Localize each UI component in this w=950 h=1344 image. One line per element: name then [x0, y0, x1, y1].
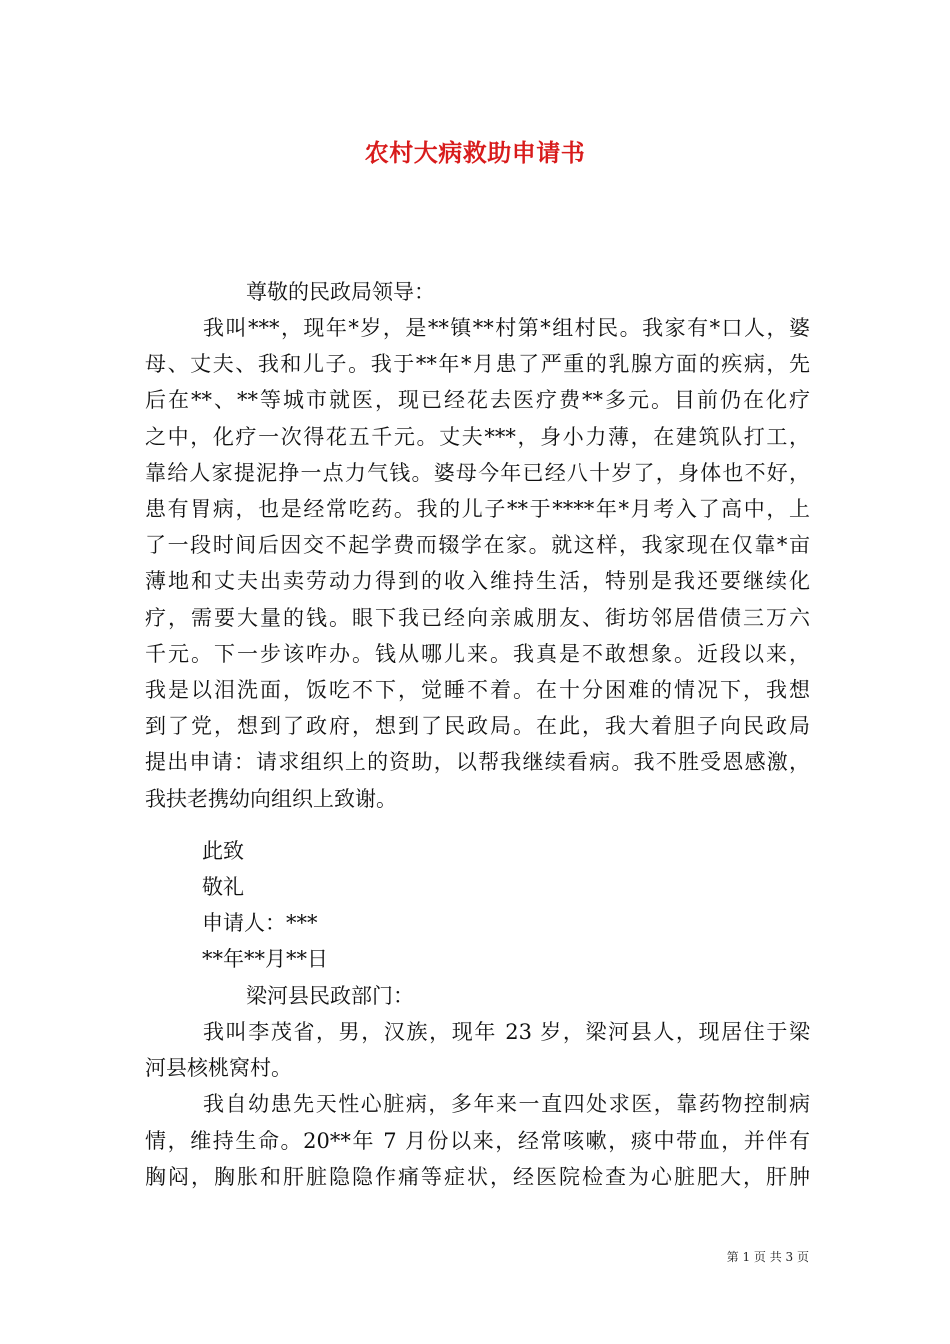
body-line: 我叫***，现年*岁，是**镇**村第*组村民。我家有*口人，婆: [203, 316, 810, 340]
body-line: 情，维持生命。20**年 7 月份以来，经常咳嗽，痰中带血，并伴有: [145, 1129, 810, 1153]
closing-cizhi: 此致: [202, 839, 244, 863]
body-line: 母、丈夫、我和儿子。我于**年*月患了严重的乳腺方面的疾病，先: [145, 352, 810, 376]
body-line: 到了党，想到了政府，想到了民政局。在此，我大着胆子向民政局: [145, 714, 810, 738]
document-title: 农村大病救助申请书: [364, 138, 586, 167]
body-line-last: 我扶老携幼向组织上致谢。: [145, 787, 397, 811]
body-line: 提出申请：请求组织上的资助，以帮我继续看病。我不胜受恩感激，: [145, 750, 810, 774]
applicant-line: 申请人：***: [202, 911, 318, 935]
body-line: 患有胃病，也是经常吃药。我的儿子**于****年*月考入了高中，上: [145, 497, 810, 521]
date-line: **年**月**日: [202, 947, 328, 971]
closing-jingli: 敬礼: [202, 875, 244, 899]
body-line: 千元。下一步该咋办。钱从哪儿来。我真是不敢想象。近段以来，: [145, 642, 810, 666]
body-line: 疗，需要大量的钱。眼下我已经向亲戚朋友、街坊邻居借债三万六: [145, 606, 810, 630]
salutation-line: 尊敬的民政局领导：: [246, 280, 435, 304]
body-line: 我自幼患先天性心脏病，多年来一直四处求医，靠药物控制病: [203, 1092, 810, 1116]
body-line: 我是以泪洗面，饭吃不下，觉睡不着。在十分困难的情况下，我想: [145, 678, 810, 702]
body-line: 了一段时间后因交不起学费而辍学在家。就这样，我家现在仅靠*亩: [145, 533, 810, 557]
body-line: 胸闷，胸胀和肝脏隐隐作痛等症状，经医院检查为心脏肥大，肝肿: [145, 1165, 810, 1189]
page-number: 第 1 页 共 3 页: [726, 1250, 809, 1264]
second-salutation-line: 梁河县民政部门：: [246, 984, 414, 1008]
body-line: 我叫李茂省，男，汉族，现年 23 岁，梁河县人，现居住于梁: [203, 1020, 810, 1044]
body-line: 薄地和丈夫出卖劳动力得到的收入维持生活，特别是我还要继续化: [145, 569, 810, 593]
body-line: 靠给人家提泥挣一点力气钱。婆母今年已经八十岁了，身体也不好，: [145, 461, 810, 485]
body-line: 之中，化疗一次得花五千元。丈夫***，身小力薄，在建筑队打工，: [145, 425, 810, 449]
body-line: 后在**、**等城市就医，现已经花去医疗费**多元。目前仍在化疗: [145, 388, 810, 412]
body-line: 河县核桃窝村。: [145, 1056, 292, 1080]
